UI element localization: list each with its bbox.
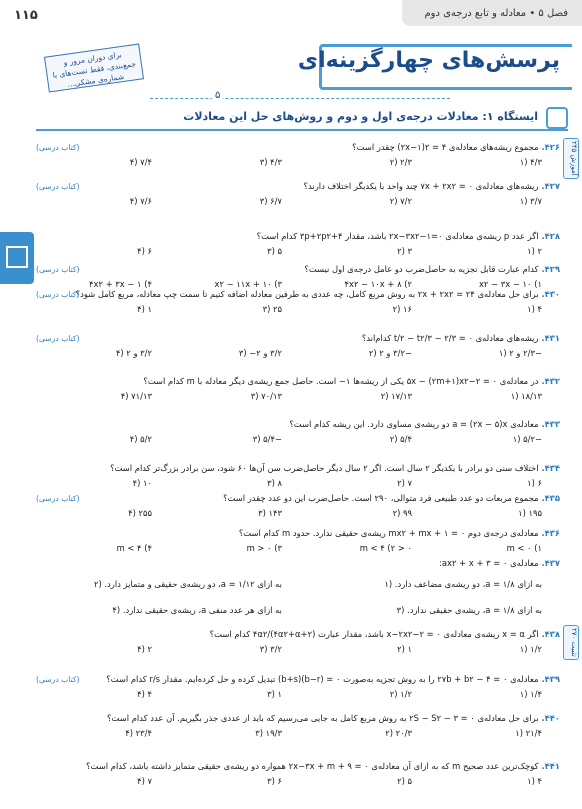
answer-option[interactable]: ۷۰/۱۳ (۳ (250, 391, 282, 401)
question-0 (36, 141, 560, 153)
question-4 (36, 288, 560, 300)
chapter-title: فصل ۵ • معادله و تابع درجه‌ی دوم (424, 8, 568, 19)
answer-option[interactable]: ۴ (۱ (527, 304, 542, 314)
answer-option[interactable]: m < ۰ (۱ (506, 543, 542, 553)
question-8 (36, 462, 560, 474)
question-text: در معادله‌ی ۰ = ۲−۵x − (۲m+۱)x۲ یکی از ریشه‌ها ۱− است. حاصل جمع ریشه‌ی دیگر معادله با m کدام است؟ (143, 376, 539, 386)
answer-option[interactable]: به ازای a = ۱/۱۲، دو ریشه‌ی حقیقی و متمایز دارد. (۲ (93, 579, 282, 589)
question-text: مجموع مربعات دو عدد طبیعی فرد متوالی، ۲۹۰ است. حاصل‌ضرب این دو عدد چقدر است؟ (223, 493, 539, 503)
question-text: اگر عدد p ریشه‌ی معادله‌ی ۰=۱−۲x−۳x۲ باشد، مقدار ۴+۳p+۲p۲ کدام است؟ (256, 231, 539, 241)
answer-option[interactable]: ۱ (۳ (267, 689, 282, 699)
answer-option[interactable]: ۵ (۳ (267, 246, 282, 256)
review-note: برای دوران مرور و جمع‌بندی، فقط تست‌های با شماره‌ی مشکی... (44, 43, 144, 92)
answer-option[interactable]: ۱/۲ (۱ (519, 644, 542, 654)
page-number: ۱۱۵ (14, 8, 38, 23)
answer-option[interactable]: ۳/۲ و ۲− (۳ (238, 348, 282, 358)
answer-option[interactable]: x۲ − ۱۱x + ۱۰ (۳ (214, 279, 282, 289)
question-text: کوچک‌ترین عدد صحیح m که به ازای آن معادله‌ی ۰ = ۲x−۳x + m + ۹ همواره دو ریشه‌ی حقیقی متمایز داشته باشد، کدام است؟ (86, 761, 539, 771)
answer-option[interactable]: به ازای a = ۱/۸، ریشه‌ی حقیقی ندارد. (۳ (396, 605, 542, 615)
answer-option[interactable]: −۲/۳ و ۲ (۱ (498, 348, 542, 358)
answer-option[interactable]: ۱/۲ (۲ (389, 689, 412, 699)
answer-option[interactable]: ۳/۲ (۳ (259, 644, 282, 654)
answer-option[interactable]: ۱۷/۱۳ (۲ (380, 391, 412, 401)
answer-option[interactable]: ۴ (۱ (527, 776, 542, 786)
answer-option[interactable]: ۸ (۳ (267, 478, 282, 488)
answer-option[interactable]: ۱ (۴ (137, 304, 152, 314)
answer-option[interactable]: ۱۸/۱۳ (۱ (510, 391, 542, 401)
answer-option[interactable]: ۱۶ (۲ (392, 304, 412, 314)
question-number: ۴۳۲. (538, 376, 560, 386)
question-text: برای حل معادله‌ی ۰ = ۳ − ۲S − S۲ به روش مربع کامل به جایی می‌رسیم که باید از عددی جذر بگیریم. آن عدد کدام است؟ (107, 713, 539, 723)
answer-option[interactable]: ۴x۲ + ۳x − ۱ (۴ (88, 279, 152, 289)
question-text: کدام عبارت قابل تجزیه به حاصل‌ضرب دو عامل درجه‌ی اول نیست؟ (304, 264, 539, 274)
answer-option[interactable]: ۷/۴ (۴ (129, 157, 152, 167)
answer-option[interactable]: ۷/۲ (۲ (389, 196, 412, 206)
question-text: مجموع ریشه‌های معادله‌ی ۴ = ۲(۲x−۱) چقدر است؟ (352, 142, 539, 152)
answer-option[interactable]: ۶ (۴ (137, 246, 152, 256)
question-number: ۴۲۸. (538, 231, 560, 241)
side-tab (0, 232, 34, 284)
answer-option[interactable]: ۷۱/۱۳ (۴ (120, 391, 152, 401)
source-tag: (کتاب درسی) (36, 182, 80, 191)
question-text: اگر x = α ریشه‌ی معادله‌ی ۰ = ۲−x−۲x۲ باشد، مقدار عبارت ۴α۲/(۴α۲+α+۲) کدام است؟ (209, 629, 539, 639)
question-number: ۴۲۶. (538, 142, 560, 152)
question-12 (36, 628, 560, 640)
question-13 (36, 673, 560, 685)
answer-option[interactable]: ۰ < m < ۴ (۲ (359, 543, 412, 553)
answer-option[interactable]: ۴/۳ (۱ (519, 157, 542, 167)
answer-option[interactable]: ۶/۷ (۳ (259, 196, 282, 206)
question-number: ۴۳۳. (538, 419, 560, 429)
divider-number: ۵ (212, 90, 223, 101)
answer-option[interactable]: ۵/۴ (۲ (389, 434, 412, 444)
answer-option[interactable]: ۲۳/۴ (۴ (125, 728, 152, 738)
question-number: ۴۴۰. (538, 713, 560, 723)
question-14 (36, 712, 560, 724)
answer-option[interactable]: ۱ (۲ (397, 644, 412, 654)
question-6 (36, 375, 560, 387)
answer-option[interactable]: ۳ (۲ (397, 246, 412, 256)
question-number: ۴۳۸. (538, 629, 560, 639)
answer-option[interactable]: m < ۴ (۴ (116, 543, 152, 553)
page-title: پرسش‌های چهارگزینه‌ای (297, 48, 560, 73)
question-15 (36, 760, 560, 772)
question-10 (36, 527, 560, 539)
answer-option[interactable]: ۱۰ (۴ (132, 478, 152, 488)
question-text: برای حل معادله‌ی ۲۴ = ۲x + ۲x۲ به روش مربع کامل، چه عددی به طرفین معادله اضافه کنیم تا سمت چپ معادله، مربع کامل شود؟ (75, 289, 539, 299)
question-text: معادله‌ی ۰ = ۴ − ۲۷b + b۲ را به روش تجزیه به‌صورت ۰ = (b−r)(b+s) تبدیل کرده و حل کرده‌ایم. مقدار r/s کدام است؟ (106, 674, 539, 684)
answer-option[interactable]: x۲ − ۳x − ۱۰ (۱ (478, 279, 542, 289)
answer-option[interactable]: ۲ (۴ (137, 644, 152, 654)
answer-option[interactable]: ۲۰/۳ (۲ (385, 728, 412, 738)
question-number: ۴۳۹. (538, 674, 560, 684)
answer-option[interactable]: ۴x۲ − ۱۰x + ۸ (۲ (344, 279, 412, 289)
question-number: ۴۳۰. (538, 289, 560, 299)
answer-option[interactable]: −۳/۲ و ۲ (۲ (368, 348, 412, 358)
side-label-learning: آموزش ۲۴۵ (563, 138, 579, 179)
answer-option[interactable]: ۲۵ (۳ (262, 304, 282, 314)
source-tag: (کتاب درسی) (36, 494, 80, 503)
answer-option[interactable]: ۶ (۳ (267, 776, 282, 786)
question-11 (36, 557, 560, 569)
answer-option[interactable]: ۹۹ (۲ (392, 508, 412, 518)
question-9 (36, 492, 560, 504)
source-tag: (کتاب درسی) (36, 334, 80, 343)
answer-option[interactable]: −۵/۴ (۳ (252, 434, 282, 444)
answer-option[interactable]: ۵/۲ (۴ (129, 434, 152, 444)
question-number: ۴۳۴. (538, 463, 560, 473)
answer-option[interactable]: ۳/۷ (۱ (519, 196, 542, 206)
question-number: ۴۳۵. (538, 493, 560, 503)
question-number: ۴۲۹. (538, 264, 560, 274)
answer-option[interactable]: ۲ (۱ (527, 246, 542, 256)
answer-option[interactable]: ۲۵۵ (۴ (128, 508, 152, 518)
question-text: معادله‌ی درجه‌ی دوم ۰ = mx۲ + mx + ۱ ریشه‌ی حقیقی ندارد. حدود m کدام است؟ (238, 528, 539, 538)
source-tag: (کتاب درسی) (36, 290, 80, 299)
answer-option[interactable]: ۱/۴ (۱ (519, 689, 542, 699)
question-number: ۴۳۶. (538, 528, 560, 538)
question-text: معادله‌ی a = (۲x − ۵)x دو ریشه‌ی مساوی دارد. این ریشه کدام است؟ (289, 419, 539, 429)
question-number: ۴۳۷. (538, 558, 560, 568)
question-5 (36, 332, 560, 344)
source-tag: (کتاب درسی) (36, 675, 80, 684)
answer-option[interactable]: ۱۹۵ (۱ (518, 508, 542, 518)
answer-option[interactable]: ۲/۳ (۲ (389, 157, 412, 167)
question-2 (36, 230, 560, 242)
answer-option[interactable]: m > ۰ (۳ (246, 543, 282, 553)
question-text: ریشه‌های معادله‌ی ۰ = ۷x + ۲x۲ چند واحد با یکدیگر اختلاف دارند؟ (303, 181, 539, 191)
answer-option[interactable]: ۵ (۲ (397, 776, 412, 786)
question-text: اختلاف سنی دو برادر با یکدیگر ۲ سال است. اگر ۲ سال دیگر حاصل‌ضرب سن آن‌ها ۶۰ شود، سن برادر بزرگ‌تر کدام است؟ (110, 463, 539, 473)
source-tag: (کتاب درسی) (36, 265, 80, 274)
question-text: ریشه‌های معادله‌ی ۰ = ۲/۳ − t/۲ − t۲/۳ کدام‌اند؟ (361, 333, 539, 343)
answer-option[interactable]: ۱۴۳ (۳ (258, 508, 282, 518)
answer-option[interactable]: ۲۱/۴ (۱ (515, 728, 542, 738)
answer-option[interactable]: ۷/۶ (۴ (129, 196, 152, 206)
question-number: ۴۲۷. (538, 181, 560, 191)
question-3 (36, 263, 560, 275)
answer-option[interactable]: به ازای هر عدد منفی a، ریشه‌ی حقیقی ندارد. (۴ (112, 605, 282, 615)
building-icon (6, 246, 28, 268)
answer-option[interactable]: ۶ (۱ (527, 478, 542, 488)
answer-option[interactable]: ۷ (۴ (137, 776, 152, 786)
answer-option[interactable]: به ازای a = ۱/۸، دو ریشه‌ی مضاعف دارد. (۱ (384, 579, 542, 589)
source-tag: (کتاب درسی) (36, 143, 80, 152)
station-title: ایستگاه ۱: معادلات درجه‌ی اول و دوم و روش‌های حل این معادلات (183, 110, 538, 123)
side-label-fixing: تثبیت ۲۷۰ (563, 625, 579, 660)
question-7 (36, 418, 560, 430)
answer-option[interactable]: ۳/۲ و ۲ (۴ (115, 348, 152, 358)
answer-option[interactable]: ۱۹/۳ (۳ (255, 728, 282, 738)
question-number: ۴۴۱. (538, 761, 560, 771)
answer-option[interactable]: ۴ (۴ (137, 689, 152, 699)
question-text: معادله‌ی ۰ = ax۲ + x + ۳: (439, 558, 539, 568)
question-1 (36, 180, 560, 192)
answer-option[interactable]: −۵/۲ (۱ (512, 434, 542, 444)
station-icon (546, 107, 568, 129)
answer-option[interactable]: ۷ (۲ (397, 478, 412, 488)
answer-option[interactable]: ۴/۳ (۳ (259, 157, 282, 167)
station-underline (36, 129, 568, 131)
question-number: ۴۳۱. (538, 333, 560, 343)
divider (150, 98, 450, 99)
